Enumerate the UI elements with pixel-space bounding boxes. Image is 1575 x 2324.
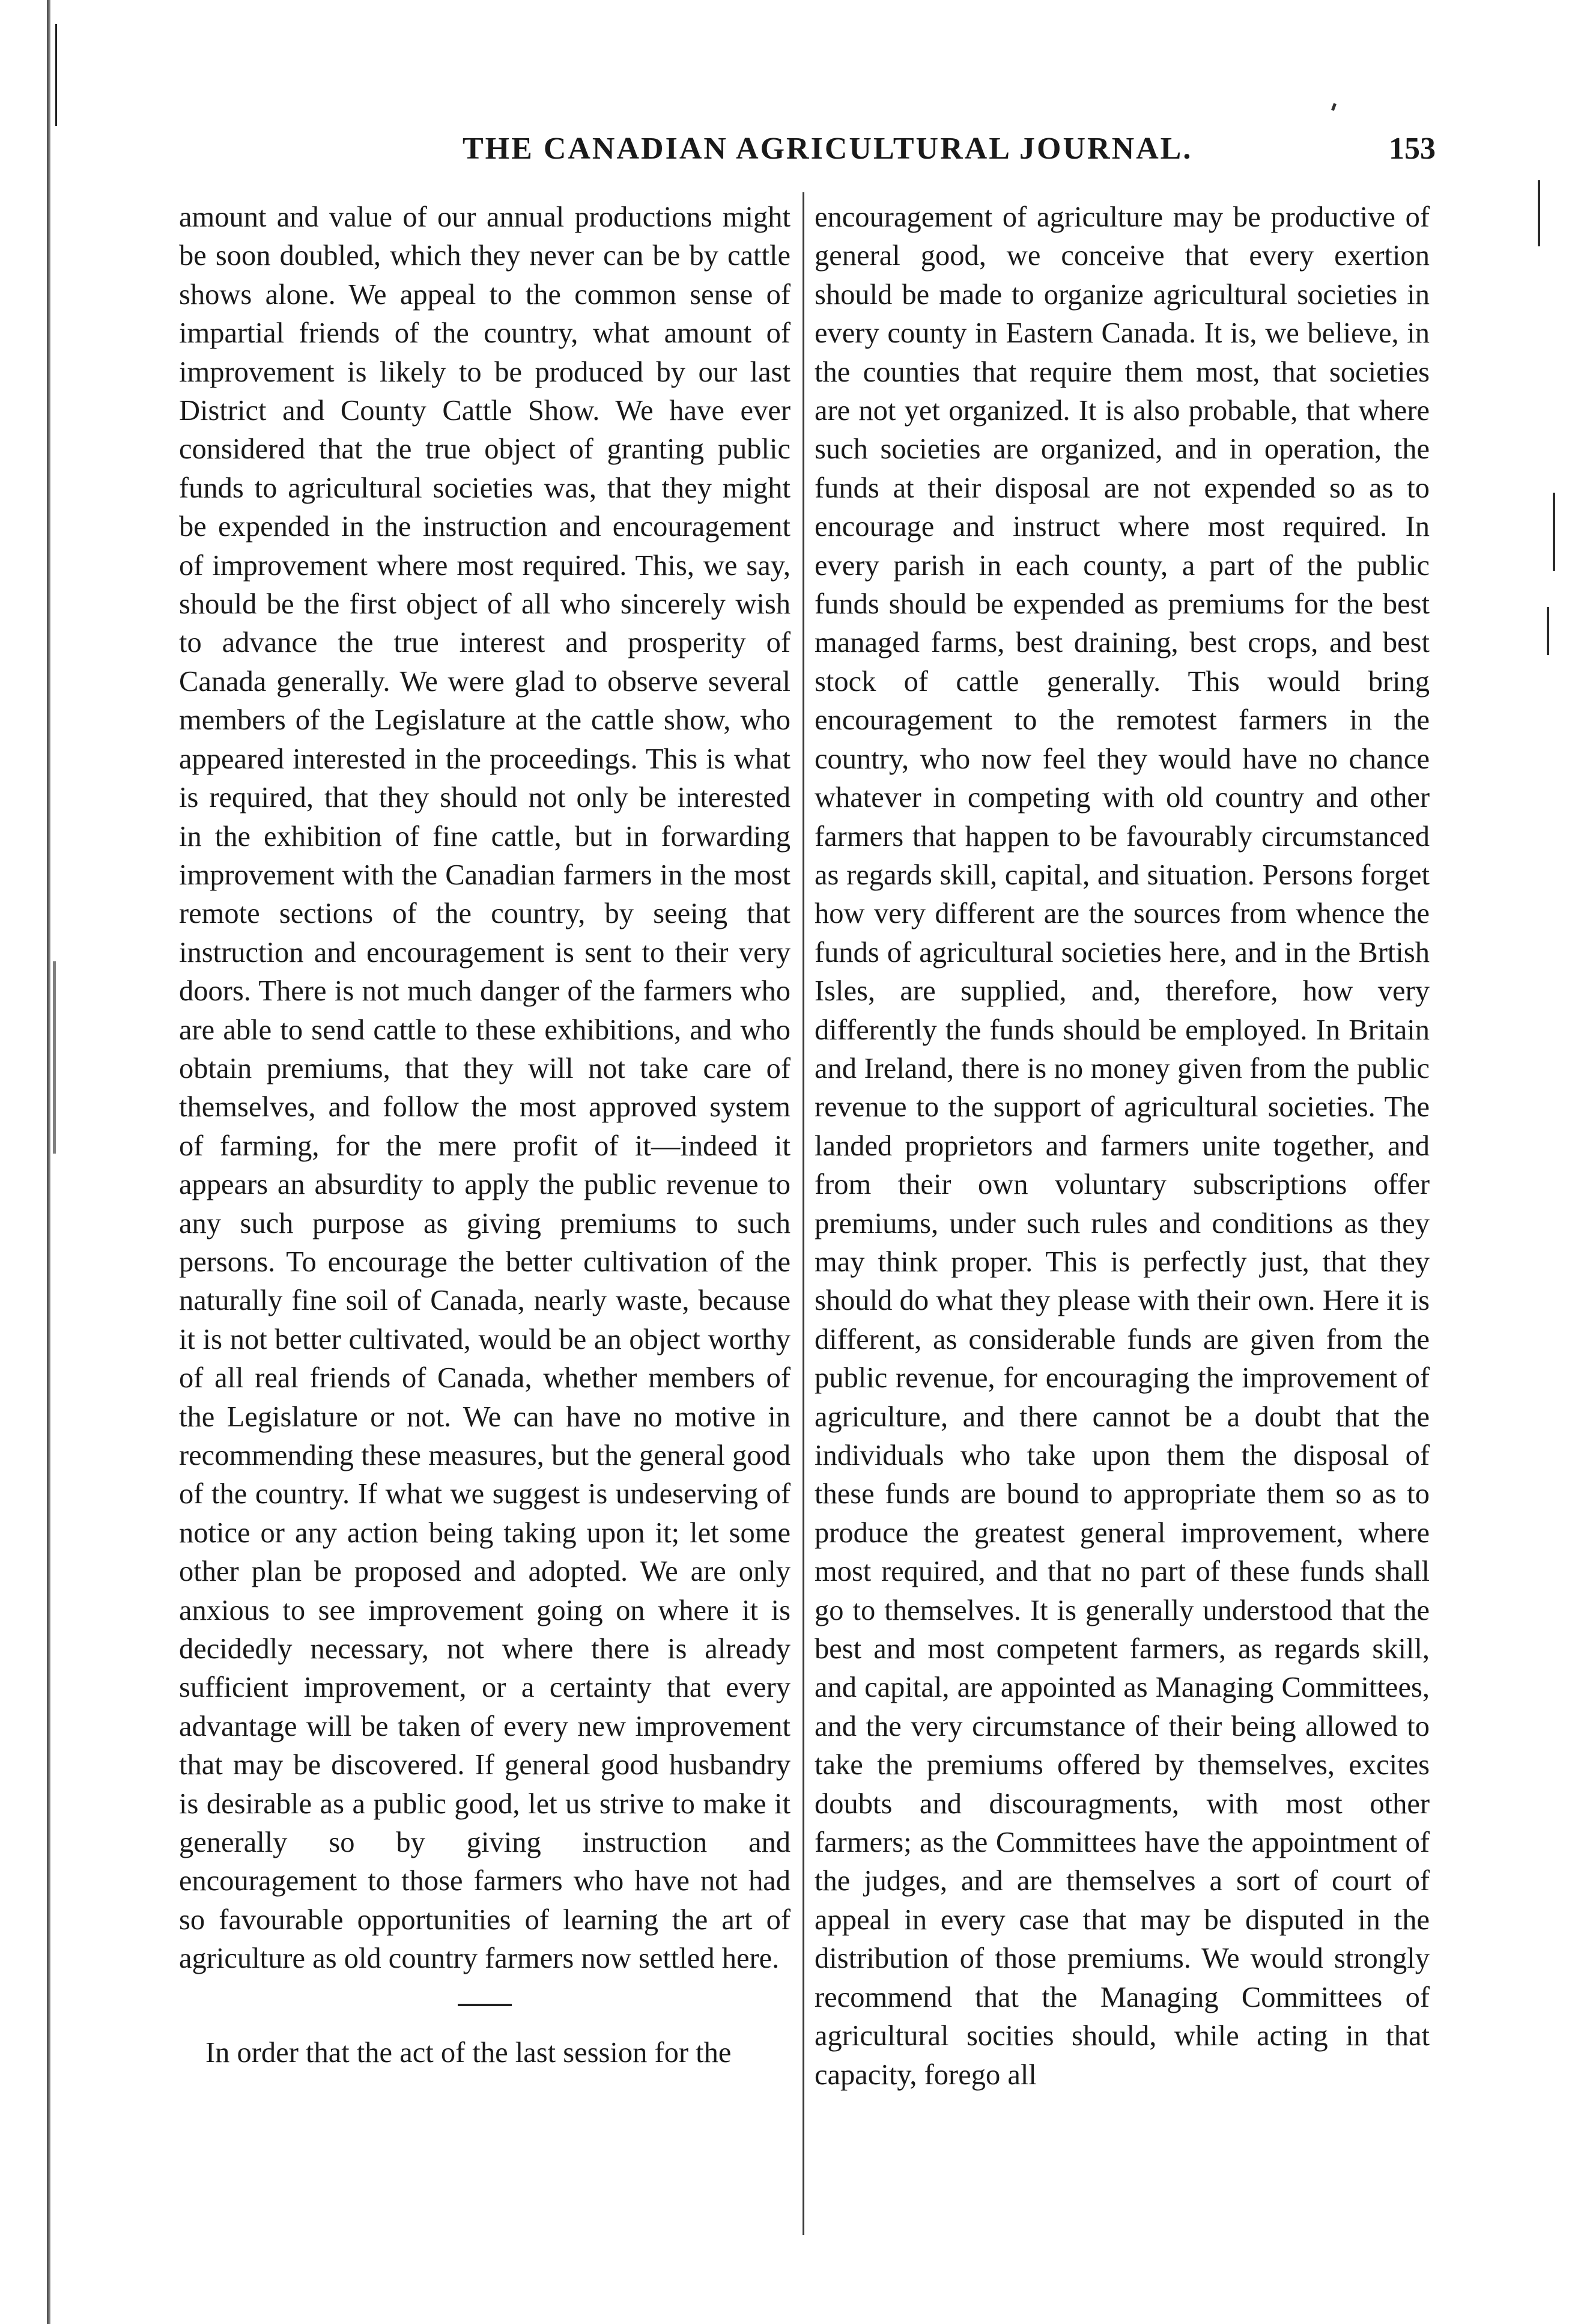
left-column (179, 198, 791, 2072)
binding-mark (55, 24, 57, 126)
page-header (174, 131, 1436, 179)
right-paragraph-1: encouragement of agriculture may be productive of general good, we conceive that every exertion should be made to organize agricultural societies in every county in Eastern Canada. It is, we believe, in the counties that require them most, that societies are not yet organized. It is also probable, that where such societies are organized, and in operation, the funds at their disposal are not expended so as to encourage and instruct where most required. In every parish in each county, a part of the public funds should be expended as premiums for the best managed farms, best draining, best crops, and best stock of cattle generally. This would bring encouragement to the remotest farmers in the country, who now feel they would have no chance whatever in competing with old country and other farmers that happen to be favourably circumstanced as regards skill, capital, and situation. Persons forget how very different are the sources from whence the funds of agricultural societies here, and in the Brtish Isles, are supplied, and, therefore, how very differently the funds should be employed. In Britain and Ireland, there is no money given from the public revenue to the support of agricultural societies. The landed proprietors and farmers unite together, and from their own voluntary subscriptions offer premiums, under such rules and conditions as they may think proper. This is perfectly just, that they should do what they please with their own. Here it is different, as considerable funds are given from the public revenue, for encouraging the improvement of agriculture, and there cannot be a doubt that the individuals who take upon them the disposal of these funds are bound to appropriate them so as to produce the greatest general improvement, where most required, and that no part of these funds shall go to themselves. It is generally understood that the best and most competent farmers, as regards skill, and capital, are appointed as Managing Committees, and the very circumstance of their being allowed to take the premiums offered by themselves, excites doubts and discouragments, with most other farmers; as the Committees have the appointment of the judges, and are themselves a sort of court of appeal in every case that may be disputed in the distribution of those premiums. We would strongly recommend that the Managing Committees of agricultural socities should, while acting in that capacity, forego all (815, 201, 1430, 2091)
margin-mark (53, 961, 56, 1154)
right-column (815, 198, 1430, 2094)
binding-edge (47, 0, 50, 2324)
page-number: 153 (1389, 132, 1436, 166)
margin-mark (1538, 180, 1540, 246)
section-divider (458, 2004, 512, 2006)
margin-mark (1553, 493, 1555, 571)
running-title: THE CANADIAN AGRICULTURAL JOURNAL. (463, 132, 1193, 166)
left-paragraph-2: In order that the act of the last session for the (205, 2036, 732, 2069)
scan-speck (1331, 103, 1337, 111)
column-rule (803, 192, 804, 2235)
left-paragraph-1: amount and value of our annual productions might be soon doubled, which they never can be by cattle shows alone. We appeal to the common sense of impartial friends of the country, what amount of improvement is likely to be produced by our last District and County Cattle Show. We have ever considered that the true object of granting public funds to agricultural societies was, that they might be expended in the instruction and encouragement of improvement where most required. This, we say, should be the first object of all who sincerely wish to advance the true interest and prosperity of Canada generally. We were glad to observe several members of the Legislature at the cattle show, who appeared interested in the proceedings. This is what is required, that they should not only be interested in the exhibition of fine cattle, but in forwarding improvement with the Canadian farmers in the most remote sections of the country, by seeing that instruction and encouragement is sent to their very doors. There is not much danger of the farmers who are able to send cattle to these exhibitions, and who obtain premiums, that they will not take care of themselves, and follow the most approved system of farming, for the mere profit of it—indeed it appears an absurdity to apply the public revenue to any such purpose as giving premiums to such persons. To encourage the better cultivation of the naturally fine soil of Canada, nearly waste, because it is not better cultivated, would be an object worthy of all real friends of Canada, whether members of the Legislature or not. We can have no motive in recommending these measures, but the general good of the country. If what we suggest is undeserving of notice or any action being taking upon it; let some other plan be proposed and adopted. We are only anxious to see improvement going on where it is decidedly necessary, not where there is already sufficient improvement, or a certainty that every advantage will be taken of every new improvement that may be discovered. If general good husbandry is desirable as a public good, let us strive to make it generally so by giving instruction and encouragement to those farmers who have not had so favourable opportunities of learning the art of agriculture as old country farmers now settled here. (179, 201, 791, 1975)
margin-mark (1547, 607, 1549, 655)
